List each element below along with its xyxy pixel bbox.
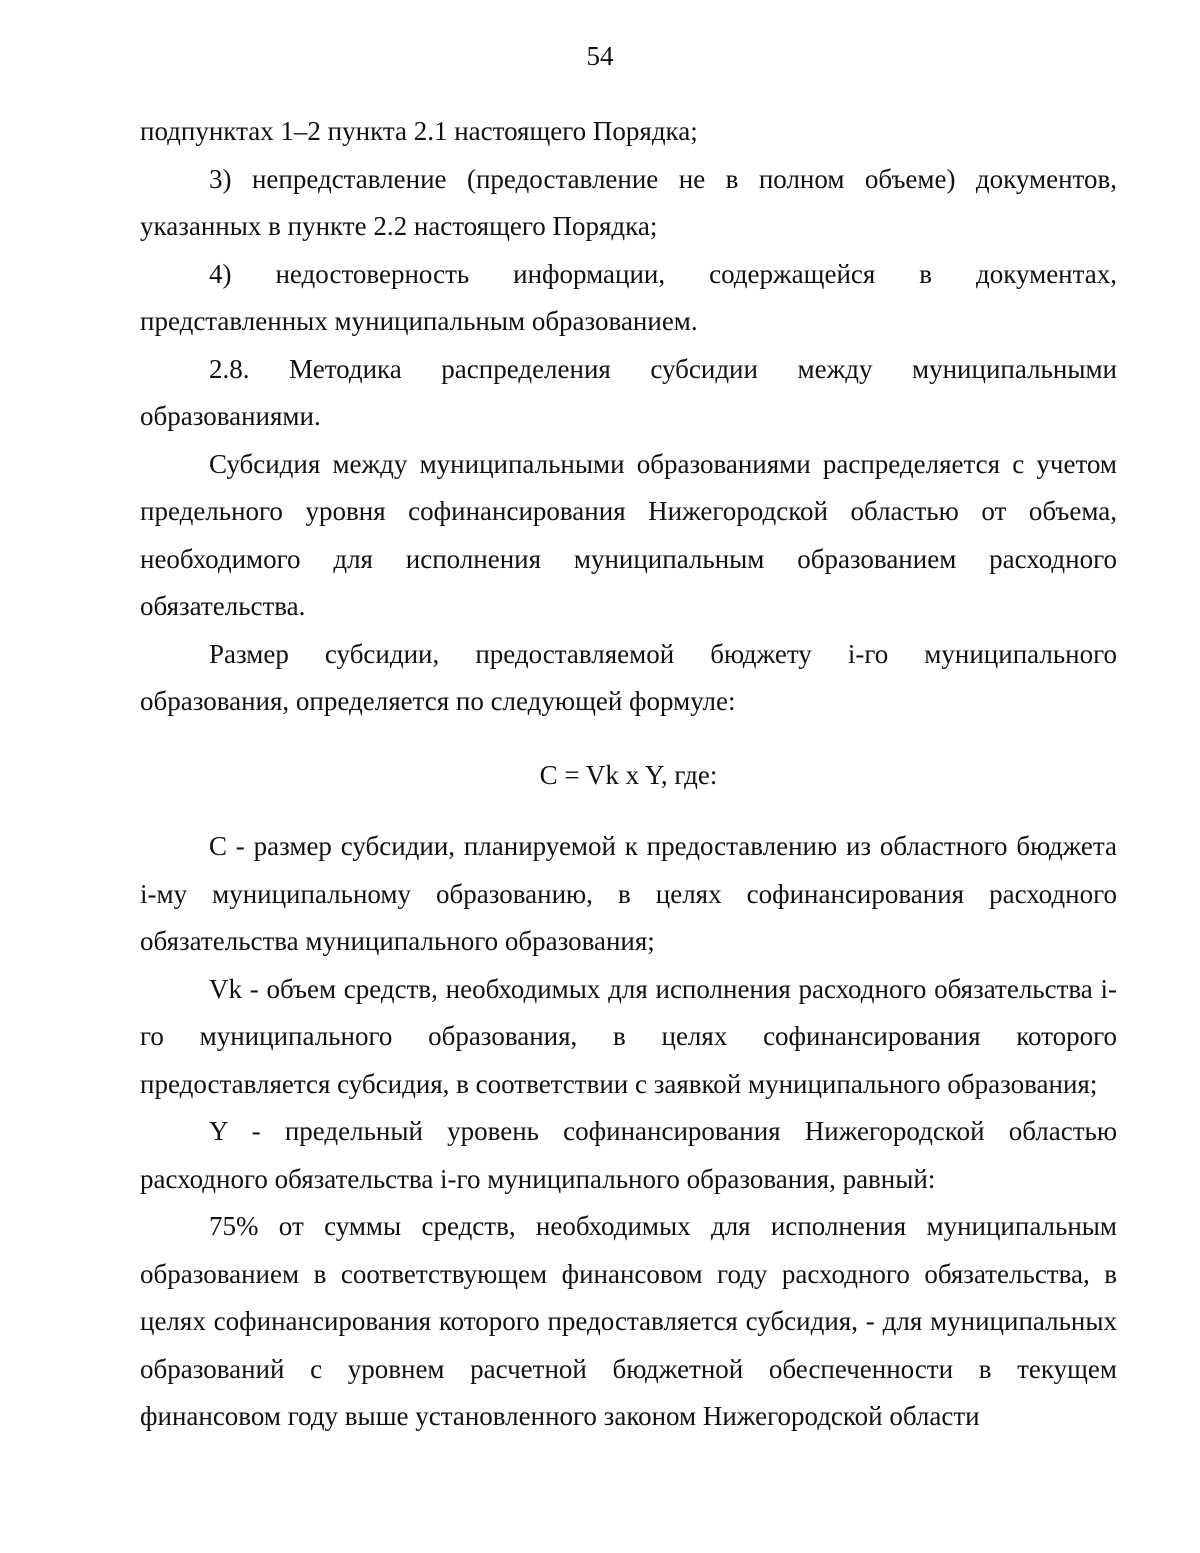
section-heading-2-8: 2.8. Методика распределения субсидии между муниципальными образованиями. — [140, 353, 1117, 431]
definition-vk: Vk - объем средств, необходимых для исполнения расходного обязательства i-го муниципального образования, в целях софинансирования которого предоставляется субсидия, в соответствии с заявкой муниципального образования; — [140, 973, 1117, 1099]
paragraph-item-4: 4) недостоверность информации, содержащейся в документах, представленных муниципальным образованием. — [140, 258, 1117, 336]
definition-y: Y - предельный уровень софинансирования Нижегородской областью расходного обязательства i-го муниципального образования, равный: — [140, 1116, 1117, 1194]
paragraph-continuation: подпунктах 1–2 пункта 2.1 настоящего Порядка; — [140, 116, 698, 146]
definition-c: C - размер субсидии, планируемой к предоставлению из областного бюджета i-му муниципальному образованию, в целях софинансирования расходного обязательства муниципального образования; — [140, 831, 1117, 956]
paragraph-subsidy-size: Размер субсидии, предоставляемой бюджету i-го муниципального образования, определяется по следующей формуле: — [140, 638, 1117, 716]
page-number: 54 — [586, 41, 614, 71]
paragraph-75-percent: 75% от суммы средств, необходимых для исполнения муниципальным образованием в соответствующем финансовом году расходного обязательства, в целях софинансирования которого предоставляется субсидия, - для муниципальных образований с уровнем расчетной бюджетной обеспеченности в текущем финансовом году выше установленного законом Нижегородской области — [140, 1211, 1117, 1431]
document-body — [140, 108, 1117, 1441]
paragraph-item-3: 3) непредставление (предоставление не в полном объеме) документов, указанных в пункте 2.2 настоящего Порядка; — [140, 163, 1117, 241]
formula: C = Vk x Y, где: — [539, 759, 718, 790]
paragraph-subsidy-distribution: Субсидия между муниципальными образованиями распределяется с учетом предельного уровня софинансирования Нижегородской областью от объема, необходимого для исполнения муниципальным образованием расходного обязательства. — [140, 448, 1117, 621]
